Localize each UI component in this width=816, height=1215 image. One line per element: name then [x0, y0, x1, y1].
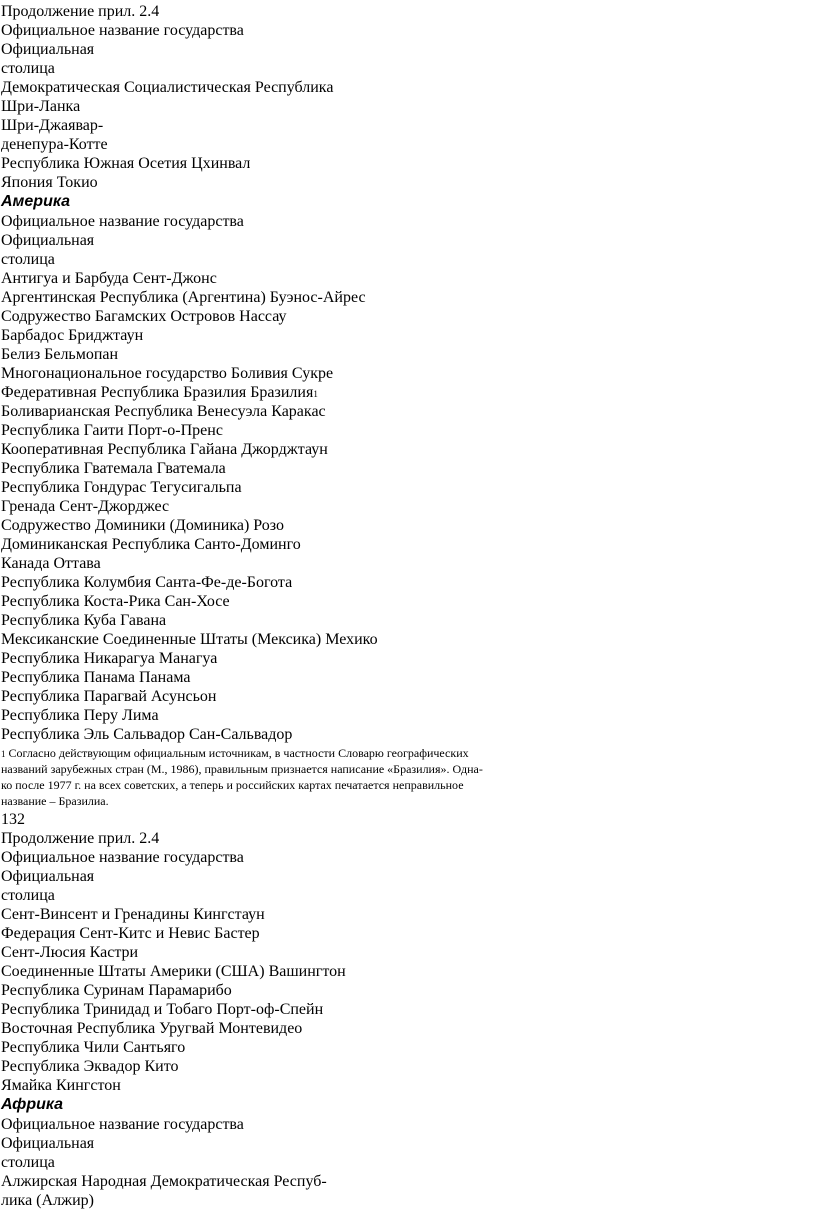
table-row: Восточная Республика Уругвай Монтевидео	[1, 1020, 303, 1037]
table-row: Республика Куба Гавана	[1, 612, 167, 629]
section-heading-america: Америка	[1, 193, 71, 210]
footnote-line: название – Бразилиа.	[1, 794, 109, 808]
table-row: Барбадос Бриджтаун	[1, 327, 144, 344]
table-row: Многонациональное государство Боливия Сукре	[1, 365, 334, 382]
table-row: Боливарианская Республика Венесуэла Каракас	[1, 403, 326, 420]
footnote-line	[1, 746, 469, 762]
table-row: Республика Гватемала Гватемала	[1, 460, 226, 477]
table-row: Шри-Джаявар-	[1, 117, 104, 134]
column-header-name: Официальное название государства	[1, 213, 244, 230]
table-row: Сент-Люсия Кастри	[1, 944, 139, 961]
column-header-capital: столица	[1, 1154, 55, 1171]
table-row	[1, 383, 318, 404]
column-header-capital: Официальная	[1, 1135, 95, 1152]
table-row: Республика Колумбия Санта-Фе-де-Богота	[1, 574, 293, 591]
table-row: Аргентинская Республика (Аргентина) Буэнос-Айрес	[1, 289, 366, 306]
column-header-capital: столица	[1, 60, 55, 77]
table-row: Республика Эль Сальвадор Сан-Сальвадор	[1, 726, 293, 743]
table-row: Ямайка Кингстон	[1, 1077, 121, 1094]
page-number: 132	[1, 811, 25, 828]
footnote-mark: 1	[1, 749, 6, 759]
table-row: Республика Панама Панама	[1, 669, 191, 686]
table-row: лика (Алжир)	[1, 1192, 94, 1209]
table-row: Республика Никарагуа Манагуа	[1, 650, 218, 667]
table-row: Содружество Доминики (Доминика) Розо	[1, 517, 285, 534]
table-row: Содружество Багамских Островов Нассау	[1, 308, 287, 325]
footnote-line: ко после 1977 г. на всех советских, а теперь и российских картах печатается неправильное	[1, 778, 464, 792]
table-row: Доминиканская Республика Санто-Доминго	[1, 536, 301, 553]
section-heading-africa: Африка	[1, 1096, 64, 1113]
table-row: Белиз Бельмопан	[1, 346, 119, 363]
table-row: Алжирская Народная Демократическая Респуб-	[1, 1173, 327, 1190]
table-row: Кооперативная Республика Гайана Джорджтаун	[1, 441, 328, 458]
table-row: Республика Перу Лима	[1, 707, 159, 724]
continuation-label: Продолжение прил. 2.4	[1, 830, 160, 847]
table-row: Республика Коста-Рика Сан-Хосе	[1, 593, 230, 610]
table-row: Соединенные Штаты Америки (США) Вашингтон	[1, 963, 346, 980]
column-header-capital: Официальная	[1, 232, 95, 249]
footnote-mark: 1	[313, 389, 318, 399]
column-header-name: Официальное название государства	[1, 849, 244, 866]
column-header-capital: столица	[1, 251, 55, 268]
footnote-text: Согласно действующим официальным источникам, в частности Словарю географических	[8, 746, 469, 760]
table-row: Республика Суринам Парамарибо	[1, 982, 232, 999]
table-row: Гренада Сент-Джорджес	[1, 498, 170, 515]
column-header-capital: Официальная	[1, 41, 95, 58]
table-row: Федерация Сент-Китс и Невис Бастер	[1, 925, 260, 942]
table-row: Антигуа и Барбуда Сент-Джонс	[1, 270, 217, 287]
table-row: Республика Гондурас Тегусигальпа	[1, 479, 242, 496]
row-text: Федеративная Республика Бразилия Бразилия	[1, 384, 314, 401]
table-row: Шри-Ланка	[1, 98, 81, 115]
table-row: Япония Токио	[1, 174, 98, 191]
table-row: Республика Парагвай Асунсьон	[1, 688, 217, 705]
table-row: Республика Эквадор Кито	[1, 1058, 179, 1075]
table-row: Сент-Винсент и Гренадины Кингстаун	[1, 906, 265, 923]
column-header-capital: столица	[1, 887, 55, 904]
table-row: Республика Южная Осетия Цхинвал	[1, 155, 251, 172]
table-row: денепура-Котте	[1, 136, 108, 153]
column-header-name: Официальное название государства	[1, 22, 244, 39]
table-row: Республика Гаити Порт-о-Пренс	[1, 422, 223, 439]
table-row: Республика Тринидад и Тобаго Порт-оф-Спейн	[1, 1001, 324, 1018]
continuation-label: Продолжение прил. 2.4	[1, 3, 160, 20]
column-header-name: Официальное название государства	[1, 1116, 244, 1133]
table-row: Демократическая Социалистическая Республика	[1, 79, 334, 96]
footnote-line: названий зарубежных стран (М., 1986), правильным признается написание «Бразилия». Одна-	[1, 762, 483, 776]
column-header-capital: Официальная	[1, 868, 95, 885]
table-row: Канада Оттава	[1, 555, 101, 572]
table-row: Мексиканские Соединенные Штаты (Мексика) Мехико	[1, 631, 378, 648]
table-row: Республика Чили Сантьяго	[1, 1039, 186, 1056]
